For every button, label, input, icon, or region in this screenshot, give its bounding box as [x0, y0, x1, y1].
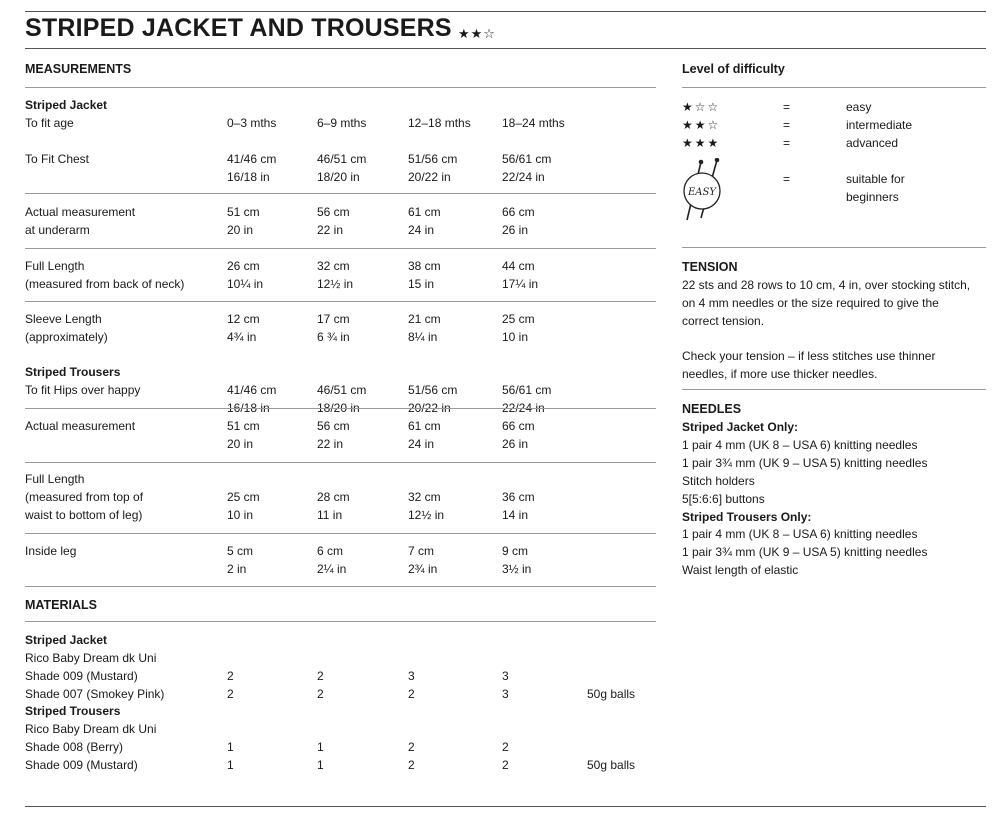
material-quantity: 2 [317, 669, 324, 683]
measurement-cell: 2¼ in [317, 562, 347, 576]
row-divider [25, 248, 656, 249]
page-title: STRIPED JACKET AND TROUSERS [25, 14, 452, 42]
measurement-cell: 17¼ in [502, 277, 539, 291]
measurement-cell: 46/51 cm [317, 383, 367, 397]
material-shade-label: Shade 008 (Berry) [25, 740, 124, 754]
measurement-cell: 21 cm [408, 312, 441, 326]
difficulty-stars-icon: ★★☆ [682, 118, 721, 132]
measurement-cell: 22/24 in [502, 170, 545, 184]
measurement-cell: 17 cm [317, 312, 350, 326]
trousers-subheading: Striped Trousers [25, 365, 121, 379]
needles-rule [682, 389, 986, 390]
measurement-cell: 28 cm [317, 490, 350, 504]
materials-jacket-title: Striped Jacket [25, 633, 108, 647]
material-unit: 50g balls [587, 687, 636, 701]
material-quantity: 2 [317, 687, 324, 701]
measurement-cell: 22 in [317, 223, 344, 237]
measurement-cell: 0–3 mths [227, 116, 277, 130]
material-quantity: 1 [227, 758, 234, 772]
measurement-cell: 12½ in [317, 277, 354, 291]
material-quantity: 3 [502, 687, 509, 701]
easy-badge-text-2: beginners [846, 190, 899, 204]
material-quantity: 2 [408, 687, 415, 701]
measurement-label: Inside leg [25, 544, 77, 558]
measurement-cell: 61 cm [408, 419, 441, 433]
measurements-rule [25, 87, 656, 88]
measurement-cell: 32 cm [317, 259, 350, 273]
difficulty-stars-icon: ★☆☆ [682, 100, 721, 114]
difficulty-level-text: easy [846, 100, 872, 114]
materials-trousers-yarn: Rico Baby Dream dk Uni [25, 722, 157, 736]
needles-jacket-item: 1 pair 4 mm (UK 8 – USA 6) knitting needles [682, 438, 918, 452]
measurement-cell: 3½ in [502, 562, 532, 576]
top-rule [25, 11, 986, 12]
measurement-cell: 20/22 in [408, 170, 451, 184]
material-quantity: 2 [408, 758, 415, 772]
material-shade-label: Shade 007 (Smokey Pink) [25, 687, 165, 701]
tension-check-line-2: needles, if more use thicker needles. [682, 367, 878, 381]
material-quantity: 1 [227, 740, 234, 754]
tension-line-3: correct tension. [682, 314, 765, 328]
material-quantity: 3 [502, 669, 509, 683]
measurement-cell: 20 in [227, 437, 254, 451]
measurement-label: (measured from top of [25, 490, 144, 504]
title-difficulty-stars: ★★☆ [458, 26, 496, 41]
measurement-cell: 32 cm [408, 490, 441, 504]
measurement-label: Actual measurement [25, 205, 136, 219]
material-quantity: 2 [408, 740, 415, 754]
tension-line-2: on 4 mm needles or the size required to give the [682, 296, 939, 310]
measurement-cell: 20/22 in [408, 401, 451, 415]
tension-line-1: 22 sts and 28 rows to 10 cm, 4 in, over stocking stitch, [682, 278, 971, 292]
material-quantity: 2 [227, 669, 234, 683]
tension-heading: TENSION [682, 260, 738, 274]
difficulty-heading: Level of difficulty [682, 62, 785, 76]
measurement-cell: 20 in [227, 223, 254, 237]
measurement-cell: 36 cm [502, 490, 535, 504]
bottom-rule [25, 806, 986, 807]
measurement-cell: 51/56 cm [408, 152, 458, 166]
measurement-label: at underarm [25, 223, 90, 237]
easy-badge-text-1: suitable for [846, 172, 905, 186]
measurement-cell: 26 in [502, 437, 529, 451]
measurements-heading: MEASUREMENTS [25, 62, 132, 76]
measurement-cell: 18–24 mths [502, 116, 565, 130]
material-shade-label: Shade 009 (Mustard) [25, 758, 138, 772]
measurement-cell: 8¼ in [408, 330, 438, 344]
measurement-cell: 2 in [227, 562, 247, 576]
measurement-label: (measured from back of neck) [25, 277, 185, 291]
measurement-cell: 9 cm [502, 544, 529, 558]
measurement-cell: 12–18 mths [408, 116, 471, 130]
needles-jacket-item: 5[5:6:6] buttons [682, 492, 765, 506]
easy-badge-label: EASY [688, 187, 716, 198]
needles-trousers-item: Waist length of elastic [682, 563, 799, 577]
measurement-cell: 16/18 in [227, 401, 270, 415]
measurement-cell: 22/24 in [502, 401, 545, 415]
measurement-cell: 10 in [502, 330, 529, 344]
measurement-label: Full Length [25, 259, 85, 273]
measurement-cell: 12 cm [227, 312, 260, 326]
material-quantity: 1 [317, 758, 324, 772]
measurement-cell: 15 in [408, 277, 435, 291]
measurement-cell: 24 in [408, 437, 435, 451]
measurement-cell: 18/20 in [317, 170, 360, 184]
measurement-cell: 41/46 cm [227, 383, 277, 397]
difficulty-level-text: advanced [846, 136, 899, 150]
measurement-cell: 10¼ in [227, 277, 264, 291]
measurement-cell: 11 in [317, 508, 343, 522]
needles-jacket-title: Striped Jacket Only: [682, 420, 799, 434]
measurement-cell: 25 cm [227, 490, 260, 504]
tension-check-line-1: Check your tension – if less stitches use thinner [682, 349, 936, 363]
measurement-label: Actual measurement [25, 419, 136, 433]
measurement-cell: 5 cm [227, 544, 254, 558]
row-divider [25, 462, 656, 463]
material-quantity: 3 [408, 669, 415, 683]
tension-rule [682, 247, 986, 248]
material-quantity: 2 [502, 740, 509, 754]
material-unit: 50g balls [587, 758, 636, 772]
materials-rule [25, 621, 656, 622]
title-rule [25, 48, 986, 49]
measurement-cell: 61 cm [408, 205, 441, 219]
measurement-cell: 66 cm [502, 419, 535, 433]
measurement-cell: 25 cm [502, 312, 535, 326]
needles-heading: NEEDLES [682, 402, 742, 416]
row-divider [25, 193, 656, 194]
row-divider [25, 533, 656, 534]
measurement-cell: 44 cm [502, 259, 535, 273]
materials-jacket-yarn: Rico Baby Dream dk Uni [25, 651, 157, 665]
measurement-cell: 18/20 in [317, 401, 360, 415]
measurement-label: (approximately) [25, 330, 108, 344]
measurement-label: Full Length [25, 472, 85, 486]
measurement-label: Sleeve Length [25, 312, 102, 326]
material-quantity: 2 [227, 687, 234, 701]
difficulty-equals: = [783, 136, 791, 150]
measurement-cell: 56/61 cm [502, 152, 552, 166]
measurement-cell: 26 cm [227, 259, 260, 273]
difficulty-equals: = [783, 100, 791, 114]
measurement-label: To fit Hips over happy [25, 383, 141, 397]
measurement-cell: 6 ¾ in [317, 330, 350, 344]
difficulty-level-text: intermediate [846, 118, 913, 132]
row-divider [25, 408, 656, 409]
measurement-cell: 12½ in [408, 508, 445, 522]
measurement-cell: 38 cm [408, 259, 441, 273]
materials-trousers-title: Striped Trousers [25, 704, 121, 718]
easy-badge-icon [679, 158, 729, 222]
measurement-cell: 66 cm [502, 205, 535, 219]
measurement-cell: 56 cm [317, 419, 350, 433]
measurement-label: To Fit Chest [25, 152, 90, 166]
needles-jacket-item: Stitch holders [682, 474, 755, 488]
jacket-subheading: Striped Jacket [25, 98, 108, 112]
measurement-cell: 24 in [408, 223, 435, 237]
measurement-cell: 22 in [317, 437, 344, 451]
needles-trousers-title: Striped Trousers Only: [682, 510, 812, 524]
measurement-cell: 51 cm [227, 205, 260, 219]
measurement-cell: 14 in [502, 508, 529, 522]
measurement-cell: 2¾ in [408, 562, 438, 576]
material-shade-label: Shade 009 (Mustard) [25, 669, 138, 683]
measurement-cell: 56/61 cm [502, 383, 552, 397]
measurement-cell: 46/51 cm [317, 152, 367, 166]
easy-badge-equals: = [783, 172, 791, 186]
materials-heading: MATERIALS [25, 598, 97, 612]
material-quantity: 2 [502, 758, 509, 772]
measurement-cell: 4¾ in [227, 330, 257, 344]
difficulty-rule [682, 87, 986, 88]
measurement-cell: 16/18 in [227, 170, 270, 184]
needles-trousers-item: 1 pair 3¾ mm (UK 9 – USA 5) knitting needles [682, 545, 928, 559]
measurement-cell: 56 cm [317, 205, 350, 219]
needles-jacket-item: 1 pair 3¾ mm (UK 9 – USA 5) knitting needles [682, 456, 928, 470]
measurement-cell: 51 cm [227, 419, 260, 433]
measurement-cell: 7 cm [408, 544, 435, 558]
materials-top-rule [25, 586, 656, 587]
measurement-cell: 10 in [227, 508, 254, 522]
needles-trousers-item: 1 pair 4 mm (UK 8 – USA 6) knitting needles [682, 527, 918, 541]
measurement-label: waist to bottom of leg) [25, 508, 143, 522]
measurement-cell: 6–9 mths [317, 116, 367, 130]
row-divider [25, 301, 656, 302]
measurement-cell: 41/46 cm [227, 152, 277, 166]
difficulty-stars-icon: ★★★ [682, 136, 721, 150]
difficulty-equals: = [783, 118, 791, 132]
measurement-cell: 26 in [502, 223, 529, 237]
material-quantity: 1 [317, 740, 324, 754]
measurement-cell: 51/56 cm [408, 383, 458, 397]
measurement-label: To fit age [25, 116, 74, 130]
measurement-cell: 6 cm [317, 544, 344, 558]
